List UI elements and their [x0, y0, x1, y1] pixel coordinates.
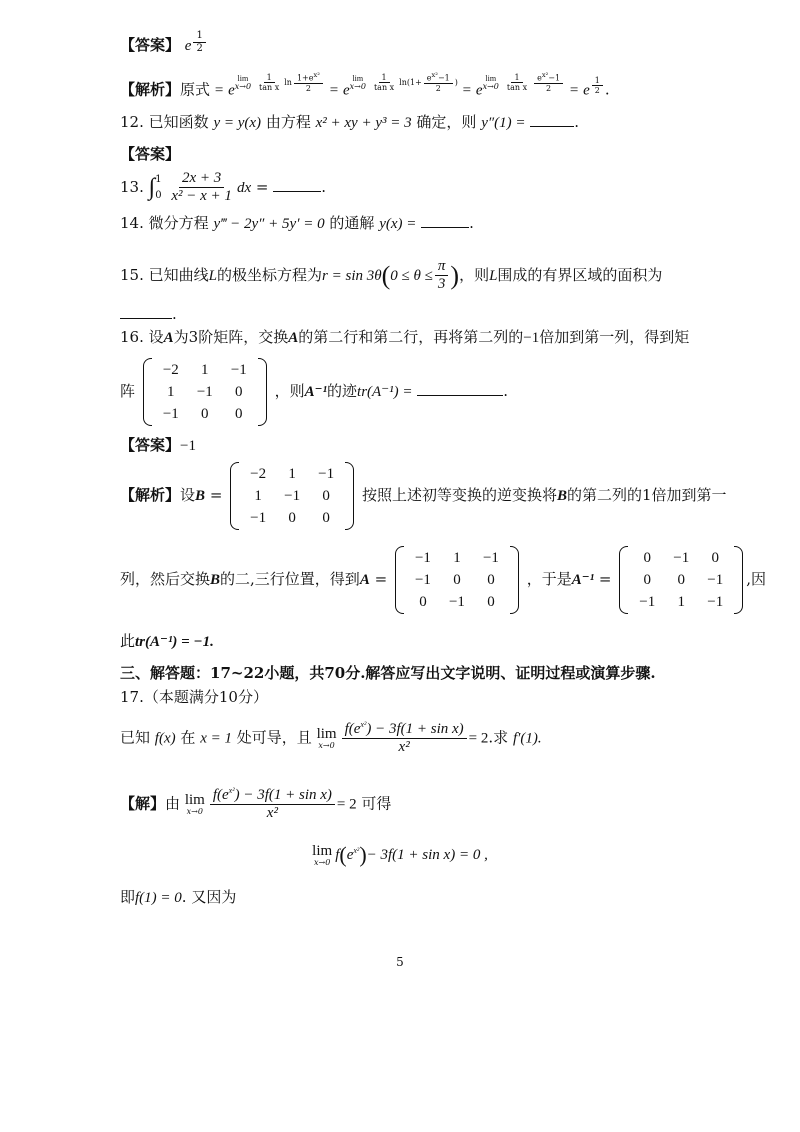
q12-answer	[120, 145, 180, 163]
q16-Ainv-matrix-cell: 0	[677, 572, 686, 588]
q16-A-matrix-cell: 0	[487, 572, 495, 588]
analysis-label: 【解析】	[120, 486, 181, 504]
q16-matrix-cell: 0	[201, 406, 209, 422]
q16-B-matrix-cell: −1	[284, 488, 301, 504]
q16-an-d: 列，然后交换	[120, 570, 211, 588]
q12-ask: y″(1) =	[481, 115, 526, 131]
q16-A-matrix	[395, 546, 519, 614]
q16-matrix-cell: 1	[167, 384, 175, 400]
q16-analysis-1: 【解析】设B = −2 1 −1 1 −1 0 −1 0 0 按照上述初等变换的逆变换将B的第二列的1倍加到第一	[120, 462, 727, 530]
q17-sol-d: . 又因为	[181, 888, 237, 906]
q17-ask: f′(1).	[512, 730, 542, 747]
analysis-label: 【解析】	[120, 80, 181, 99]
answer-label: 【答案】	[120, 145, 181, 163]
q12-text-b: 由方程	[265, 113, 311, 131]
q16-B-3: B	[210, 572, 221, 588]
q16-B-matrix-cell: 0	[322, 510, 330, 526]
q17-f1: f(1) = 0	[135, 890, 182, 906]
q16-Ainv-matrix-cell: 1	[677, 594, 686, 610]
q16-text-c: 的第二行和第二行，再将第二列的	[298, 328, 524, 346]
q14-equation: y‴ − 2y″ + 5y′ = 0	[213, 216, 325, 232]
q16-B-matrix-cell: 1	[288, 466, 296, 482]
q16-B-matrix-cell: 1	[254, 488, 262, 504]
q15-blank	[120, 304, 172, 319]
q15-number: 15.	[120, 265, 144, 284]
q11-answer-exp: 1 2	[193, 30, 205, 54]
q17-text-c: 处可导，且	[236, 728, 312, 747]
q11-result-exp: 1 2	[592, 76, 603, 95]
q16-final: tr(A⁻¹) = −1.	[135, 634, 214, 650]
q15-text-c: ，则	[459, 265, 490, 284]
solution-label: 【解】	[120, 794, 166, 813]
q16-B: B	[195, 488, 206, 504]
q17-solution-1: 【解】由 lim x→0 $\frac{f(e^{x^2}) - 3f(1 + \sin x)}{\text{x²}}$ = 2 可得	[120, 786, 392, 822]
q17-text-a: 已知	[120, 728, 151, 747]
q16-an-h: 此	[120, 632, 136, 650]
q16-question	[120, 328, 689, 347]
q15-question: 15. 已知曲线L的极坐标方程为r = sin 3θ(0 ≤ θ ≤ $\frac{\pi}{3}$ )，则L围成的有界区域的面积为	[120, 258, 663, 293]
q16-answer	[120, 436, 196, 455]
q12-text-c: 确定，则	[416, 113, 477, 131]
q17-sol-a: 由	[165, 794, 181, 813]
q16-B-2: B	[556, 488, 567, 504]
q16-A-3: A	[359, 572, 370, 588]
q16-matrix-cell: 1	[201, 362, 209, 378]
q11-answer	[120, 30, 208, 55]
q17-score: （本题满分10分）	[143, 688, 268, 706]
q13-number: 13.	[120, 177, 144, 196]
q16-text-f: ，则	[274, 382, 305, 400]
q16-A-matrix-cell: −1	[482, 550, 499, 566]
q16-Ainv-matrix-cell: 0	[643, 550, 652, 566]
q16-B-matrix-cell: 0	[288, 510, 296, 526]
q12-question: 12. 已知函数 y = y(x) 由方程 x² + xy + y³ = 3 确定，则 y″(1) = .	[120, 113, 580, 131]
q16-Ainv-matrix	[619, 546, 743, 614]
q17-solution-2	[120, 888, 236, 907]
q16-Ainv-matrix-cell: −1	[707, 594, 724, 610]
q14-text-a: 微分方程	[148, 214, 209, 232]
q14-ask: y(x) =	[379, 216, 417, 232]
q11-result-base: e	[583, 82, 590, 99]
q15-equation: r = sin 3θ	[322, 267, 382, 284]
q16-Ainv-matrix-cell: 0	[711, 550, 720, 566]
q16-analysis-3	[120, 632, 214, 651]
q11-answer-base: e	[184, 38, 192, 54]
q16-an-f: ，于是	[526, 570, 572, 588]
q16-B-matrix	[230, 462, 354, 530]
q16-A: A	[163, 330, 174, 346]
q16-matrix-cell: −1	[162, 406, 179, 422]
q16-A-matrix-cell: 0	[487, 594, 495, 610]
q17-text-b: 在	[180, 728, 196, 747]
q14-number: 14.	[120, 214, 144, 232]
q16-answer-value: −1	[180, 438, 196, 454]
q17-number: 17.	[120, 688, 144, 706]
q12-number: 12.	[120, 113, 144, 131]
q15-blank-line: .	[120, 304, 177, 323]
q16-B-matrix-cell: 0	[322, 488, 330, 504]
q16-Ainv: A⁻¹	[304, 384, 328, 400]
q15-curve-2: L	[489, 267, 498, 284]
q16-A-matrix-cell: −1	[414, 572, 431, 588]
q12-text-a: 已知函数	[148, 113, 209, 131]
q16-matrix-line: 阵 −2 1 −1 1 −1 0 −1 0 0 ，则A⁻¹的迹tr(A⁻¹) = .	[120, 358, 508, 426]
q15-pi: π	[435, 258, 449, 276]
q17-limit-equation: lim x→0 $f(e^{x^2})- 3f(1 + \sin x) = 0$ ,	[312, 842, 488, 867]
q15-text-b: 的极坐标方程为	[217, 265, 323, 284]
q17-question: 已知 f(x) 在 x = 1 处可导，且 lim x→0 $\frac{f(e^{x^2}) - 3f(1 + \sin x)}{\text{x²}}$ = 2.求 f′(1).	[120, 720, 542, 756]
q16-matrix	[143, 358, 267, 426]
q17-sol-c: 即	[120, 888, 136, 906]
q16-Ainv-matrix-cell: −1	[673, 550, 690, 566]
q16-an-a: 设	[180, 486, 196, 504]
q16-matrix-cell: −2	[162, 362, 179, 378]
q16-Ainv-2: A⁻¹	[571, 572, 595, 588]
q16-an-b: 按照上述初等变换的逆变换将	[361, 486, 557, 504]
q13-question: 13. ∫ 1 0 $\frac{2x + 3}{\text{x² − x + 1}}$ dx = .	[120, 170, 326, 205]
page-number: 5	[396, 955, 404, 969]
q16-A-matrix-cell: 0	[453, 572, 461, 588]
q13-blank	[273, 177, 321, 192]
q15-text-d: 围成的有界区域的面积为	[497, 265, 663, 284]
q16-Ainv-matrix-cell: −1	[639, 594, 656, 610]
q16-B-matrix-cell: −1	[250, 510, 267, 526]
q16-an-g: ,因	[746, 570, 767, 588]
q16-blank	[417, 381, 503, 396]
q16-text-e: 阵	[120, 382, 136, 400]
q12-equation: x² + xy + y³ = 3	[315, 115, 412, 131]
answer-label: 【答案】	[120, 436, 181, 454]
q16-trace: tr(A⁻¹) =	[357, 384, 413, 400]
q16-matrix-cell: −1	[196, 384, 213, 400]
q16-text-d: 倍加到第一列，得到矩	[539, 328, 690, 346]
q16-A-matrix-cell: −1	[448, 594, 465, 610]
q16-matrix-cell: −1	[230, 362, 247, 378]
q17-header	[120, 688, 268, 706]
q16-B-matrix-cell: −1	[318, 466, 335, 482]
q12-blank	[530, 112, 574, 127]
q17-text-d: .求	[488, 728, 509, 747]
q17-x1: x = 1	[200, 730, 232, 747]
q16-text-b: 为3阶矩阵，交换	[173, 328, 289, 346]
q17-fx: f(x)	[154, 730, 176, 747]
q16-text-a: 设	[148, 328, 164, 346]
q16-neg1: −1	[523, 330, 540, 346]
q16-A-matrix-cell: 0	[419, 594, 427, 610]
q15-text-a: 已知曲线	[148, 265, 209, 284]
section3-heading: 三、解答题：17~22小题，共70分.解答应写出文字说明、证明过程或演算步骤.	[120, 664, 656, 682]
q16-matrix-cell: 0	[235, 384, 243, 400]
q14-blank	[421, 213, 469, 228]
q11-analysis: 【解析】原式 = e $^{lim x\to 0 \frac{1}{\text{tan x}} ln \frac{1+e^{x^2}}{2}}$ = e $^{lim x\to 0 \frac{1}{\text{tan x}} ln(1+ \frac{e^{x^2}-1}{2} )}$ = e $^{lim x\to 0 \frac{1}{\text{tan x}} \frac{e^{x^2}-1}{2}}$ = e $^{\frac{1}{2}}$ .	[120, 71, 610, 99]
q14-question: 14. 微分方程 y‴ − 2y″ + 5y′ = 0 的通解 y(x) = .	[120, 214, 474, 232]
q16-analysis-2: 列，然后交换B的二,三行位置，得到A = −1 1 −1 −1 0 0 0 −1 0 ，于是A⁻¹ = 0 −1 0 0 0 −1 −1 1 −1 ,因	[120, 546, 766, 614]
q15-range: 0 ≤ θ ≤	[390, 267, 433, 284]
q16-matrix-cell: 0	[235, 406, 243, 422]
q16-number: 16.	[120, 328, 144, 346]
q16-Ainv-matrix-cell: 0	[643, 572, 652, 588]
q16-A-2: A	[288, 330, 299, 346]
q16-Ainv-matrix-cell: −1	[707, 572, 724, 588]
q15-curve: L	[208, 267, 217, 284]
q17-sol-b: 可得	[361, 794, 392, 813]
q16-A-matrix-cell: 1	[453, 550, 461, 566]
q16-text-g: 的迹	[327, 382, 358, 400]
q15-three: 3	[437, 276, 446, 293]
answer-label: 【答案】	[120, 36, 181, 54]
q16-an-c: 的第二列的1倍加到第一	[566, 486, 727, 504]
q16-B-matrix-cell: −2	[250, 466, 267, 482]
q16-A-matrix-cell: −1	[414, 550, 431, 566]
q12-function: y = y(x)	[213, 115, 262, 131]
q14-text-b: 的通解	[329, 214, 375, 232]
q17-eq2: = 2	[336, 796, 357, 813]
q16-an-e: 的二,三行位置，得到	[220, 570, 360, 588]
q11-analysis-prefix: 原式	[180, 80, 211, 99]
